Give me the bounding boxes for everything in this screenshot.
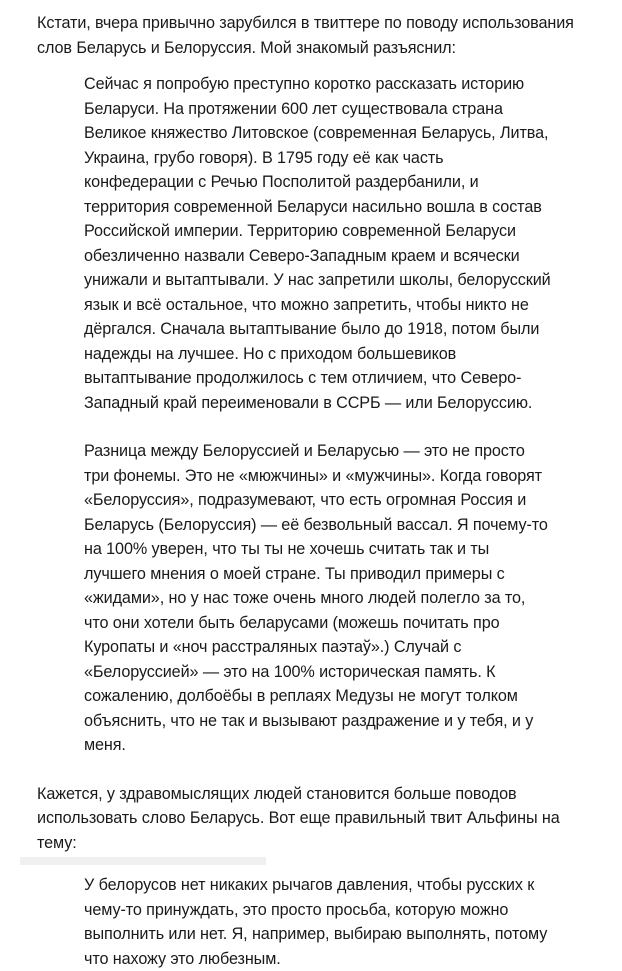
- quote-paragraph-difference: Разница между Белоруссией и Беларусью — это не просто три фонемы. Это не «мюжчины» и «мужчины». Когда говорят «Белоруссия», подразумевают, что есть огромная Россия и Беларусь (Белоруссия) — её безвольный вассал. Я почему-то на 100% уверен, что ты ты не хочешь считать так и ты лучшего мнения о моей стране. Ты приводил примеры с «жидами», но у нас тоже очень много людей полегло за то, что они хотели быть беларусами (можешь почитать про Куропаты и «ноч расстраляных паэтаў».) Случай с «Белоруссией» — это на 100% историческая память. К сожалению, долбоёбы в реплаях Медузы не могут толком объяснить, что не так и вызывают раздражение и у тебя, и у меня.: [84, 442, 548, 754]
- spacer: [84, 415, 554, 439]
- quote-paragraph-history: Сейчас я попробую преступно коротко рассказать историю Беларуси. На протяжении 600 лет существовала страна Великое княжество Литовское (современная Беларусь, Литва, Украина, грубо говоря). В 1795 году её как часть конфедерации с Речью Посполитой раздербанили, и территория современной Беларуси насильно вошла в состав Российской империи. Территорию современной Беларуси обезличенно назвали Северо-Западным краем и всячески унижали и вытаптывали. У нас запретили школы, белорусский язык и всё остальное, что можно запретить, чтобы никто не дёргался. Сначала вытаптывание было до 1918, потом были надежды на лучшее. Но с приходом большевиков вытаптывание продолжилось с тем отличием, что Северо-Западный край переименовали в ССРБ — или Белоруссию.: [84, 75, 551, 412]
- spacer: [37, 60, 594, 72]
- bottom-fade-bar: [20, 857, 266, 865]
- middle-paragraph: Кажется, у здравомыслящих людей становится больше поводов использовать слово Беларусь. Вот еще правильный твит Альфины на тему:: [37, 784, 560, 852]
- blockquote-alfina-tweet: [37, 873, 554, 971]
- intro-paragraph: Кстати, вчера привычно зарубился в твиттере по поводу использования слов Беларусь и Белоруссия. Мой знакомый разъяснил:: [37, 14, 574, 57]
- quote-paragraph-tweet: У белорусов нет никаких рычагов давления, чтобы русских к чему-то принуждать, это просто просьба, которую можно выполнить или нет. Я, например, выбираю выполнять, потому что нахожу это любезным.: [84, 876, 548, 968]
- blockquote-friend-explanation: [37, 72, 554, 758]
- spacer: [37, 758, 594, 782]
